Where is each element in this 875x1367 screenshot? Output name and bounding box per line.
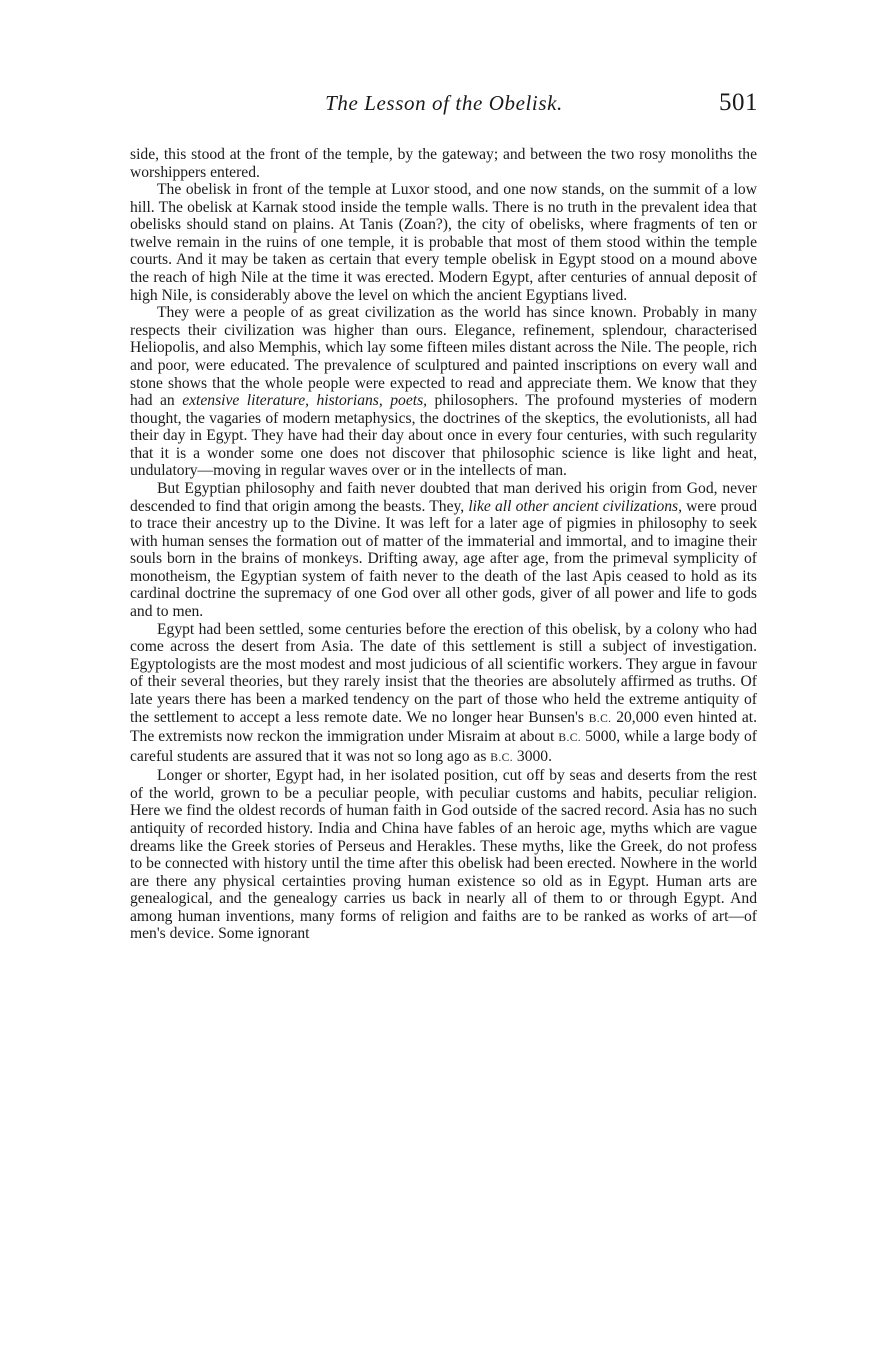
era-abbreviation: B.C.	[558, 732, 582, 745]
paragraph-4-part-a: But Egyptian philosophy and faith never doubted that man derived his origin from God, never descended to find that origin among the beasts. They,	[130, 479, 757, 515]
paragraph-1: side, this stood at the front of the temple, by the gateway; and between the two rosy monoliths the worshippers entered.	[130, 146, 757, 181]
paragraph-3-emphasis: extensive literature, historians, poets,	[182, 392, 428, 410]
paragraph-3-part-b: philosophers. The profound mysteries of modern thought, the vagaries of modern metaphysics, the doctrines of the skeptics, the evolutionists, all had their day in Egypt. They have had their day about once in every four centuries, with such regularity that it is a wonder some one does not discover that philosophic science is like light and heat, undulatory—moving in regular waves over or in the intellects of man.	[130, 392, 757, 480]
paragraph-5	[130, 621, 757, 768]
body-text	[130, 146, 757, 943]
running-title: The Lesson of the Obelisk.	[325, 91, 563, 115]
paragraph-3-part-a: They were a people of as great civilization as the world has since known. Probably in many respects their civilization was higher than ours. Elegance, refinement, splendour, characterised Heliopolis, and also Memphis, which lay some fifteen miles distant across the Nile. The people, rich and poor, were educated. The prevalence of sculptured and painted inscriptions on every wall and stone shows that the whole people were expected to read and appreciate them. We know that they had an	[130, 304, 757, 410]
running-head	[130, 88, 758, 122]
paragraph-6: Longer or shorter, Egypt had, in her isolated position, cut off by seas and deserts from the rest of the world, grown to be a peculiar people, with peculiar customs and habits, peculiar religion. Here we find the oldest records of human faith in God outside of the sacred record. Asia has no such antiquity of recorded history. India and China have fables of an heroic age, myths which are vague dreams like the Greek stories of Perseus and Herakles. These myths, like the Greek, do not profess to be connected with history until the time after this obelisk had been erected. Nowhere in the world are there any physical certainties proving human existence so old as in Egypt. Human arts are genealogical, and the genealogy carries us back in nearly all of them to or through Egypt. And among human inventions, many forms of religion and faiths are to be ranked as works of art—of men's device. Some ignorant	[130, 767, 757, 943]
paragraph-5-part-b: 20,000 even hinted at. The extremists now reckon the immigration under Misraim at about	[130, 708, 757, 746]
paragraph-4-emphasis: like all other ancient civilizations,	[468, 497, 683, 515]
era-abbreviation: B.C.	[588, 712, 612, 725]
paragraph-5-part-c: 5000, while a large body of careful students are assured that it was not so long ago as	[130, 728, 758, 765]
paragraph-2: The obelisk in front of the temple at Luxor stood, and one now stands, on the summit of a low hill. The obelisk at Karnak stood inside the temple walls. There is no truth in the prevalent idea that obelisks should stand on plains. At Tanis (Zoan?), the city of obelisks, where fragments of ten or twelve remain in the ruins of one temple, it is probable that most of them stood within the temple courts. And it may be taken as certain that every temple obelisk in Egypt stood on a mound above the reach of high Nile at the time it was erected. Modern Egypt, after centuries of annual deposit of high Nile, is considerably above the level on which the ancient Egyptians lived.	[130, 181, 757, 304]
paragraph-3	[130, 304, 757, 480]
paragraph-5-part-d: 3000.	[513, 747, 552, 765]
paragraph-4-part-b: were proud to trace their ancestry up to the Divine. It was left for a later age of pigmies in philosophy to seek with human senses the formation out of matter of the immaterial and immortal, and to imagine their souls born in the brains of monkeys. Drifting away, age after age, from the primeval symplicity of monotheism, the Egyptian system of faith never to the death of the last Apis ceased to hold as its cardinal doctrine the supremacy of one God over all other gods, giver of all power and life to gods and to men.	[130, 497, 757, 621]
paragraph-4	[130, 480, 757, 621]
era-abbreviation: B.C.	[490, 751, 513, 764]
page-number: 501	[719, 89, 758, 116]
paragraph-5-part-a: Egypt had been settled, some centuries before the erection of this obelisk, by a colony who had come across the desert from Asia. The date of this settlement is still a subject of investigation. Egyptologists are the most modest and most judicious of all scientific workers. They argue in favour of their several theories, but they rarely insist that the theories are absolutely affirmed as truths. Of late years there has been a marked tendency on the part of those who held the extreme antiquity of the settlement to accept a less remote date. We no longer hear Bunsen's	[130, 620, 757, 726]
